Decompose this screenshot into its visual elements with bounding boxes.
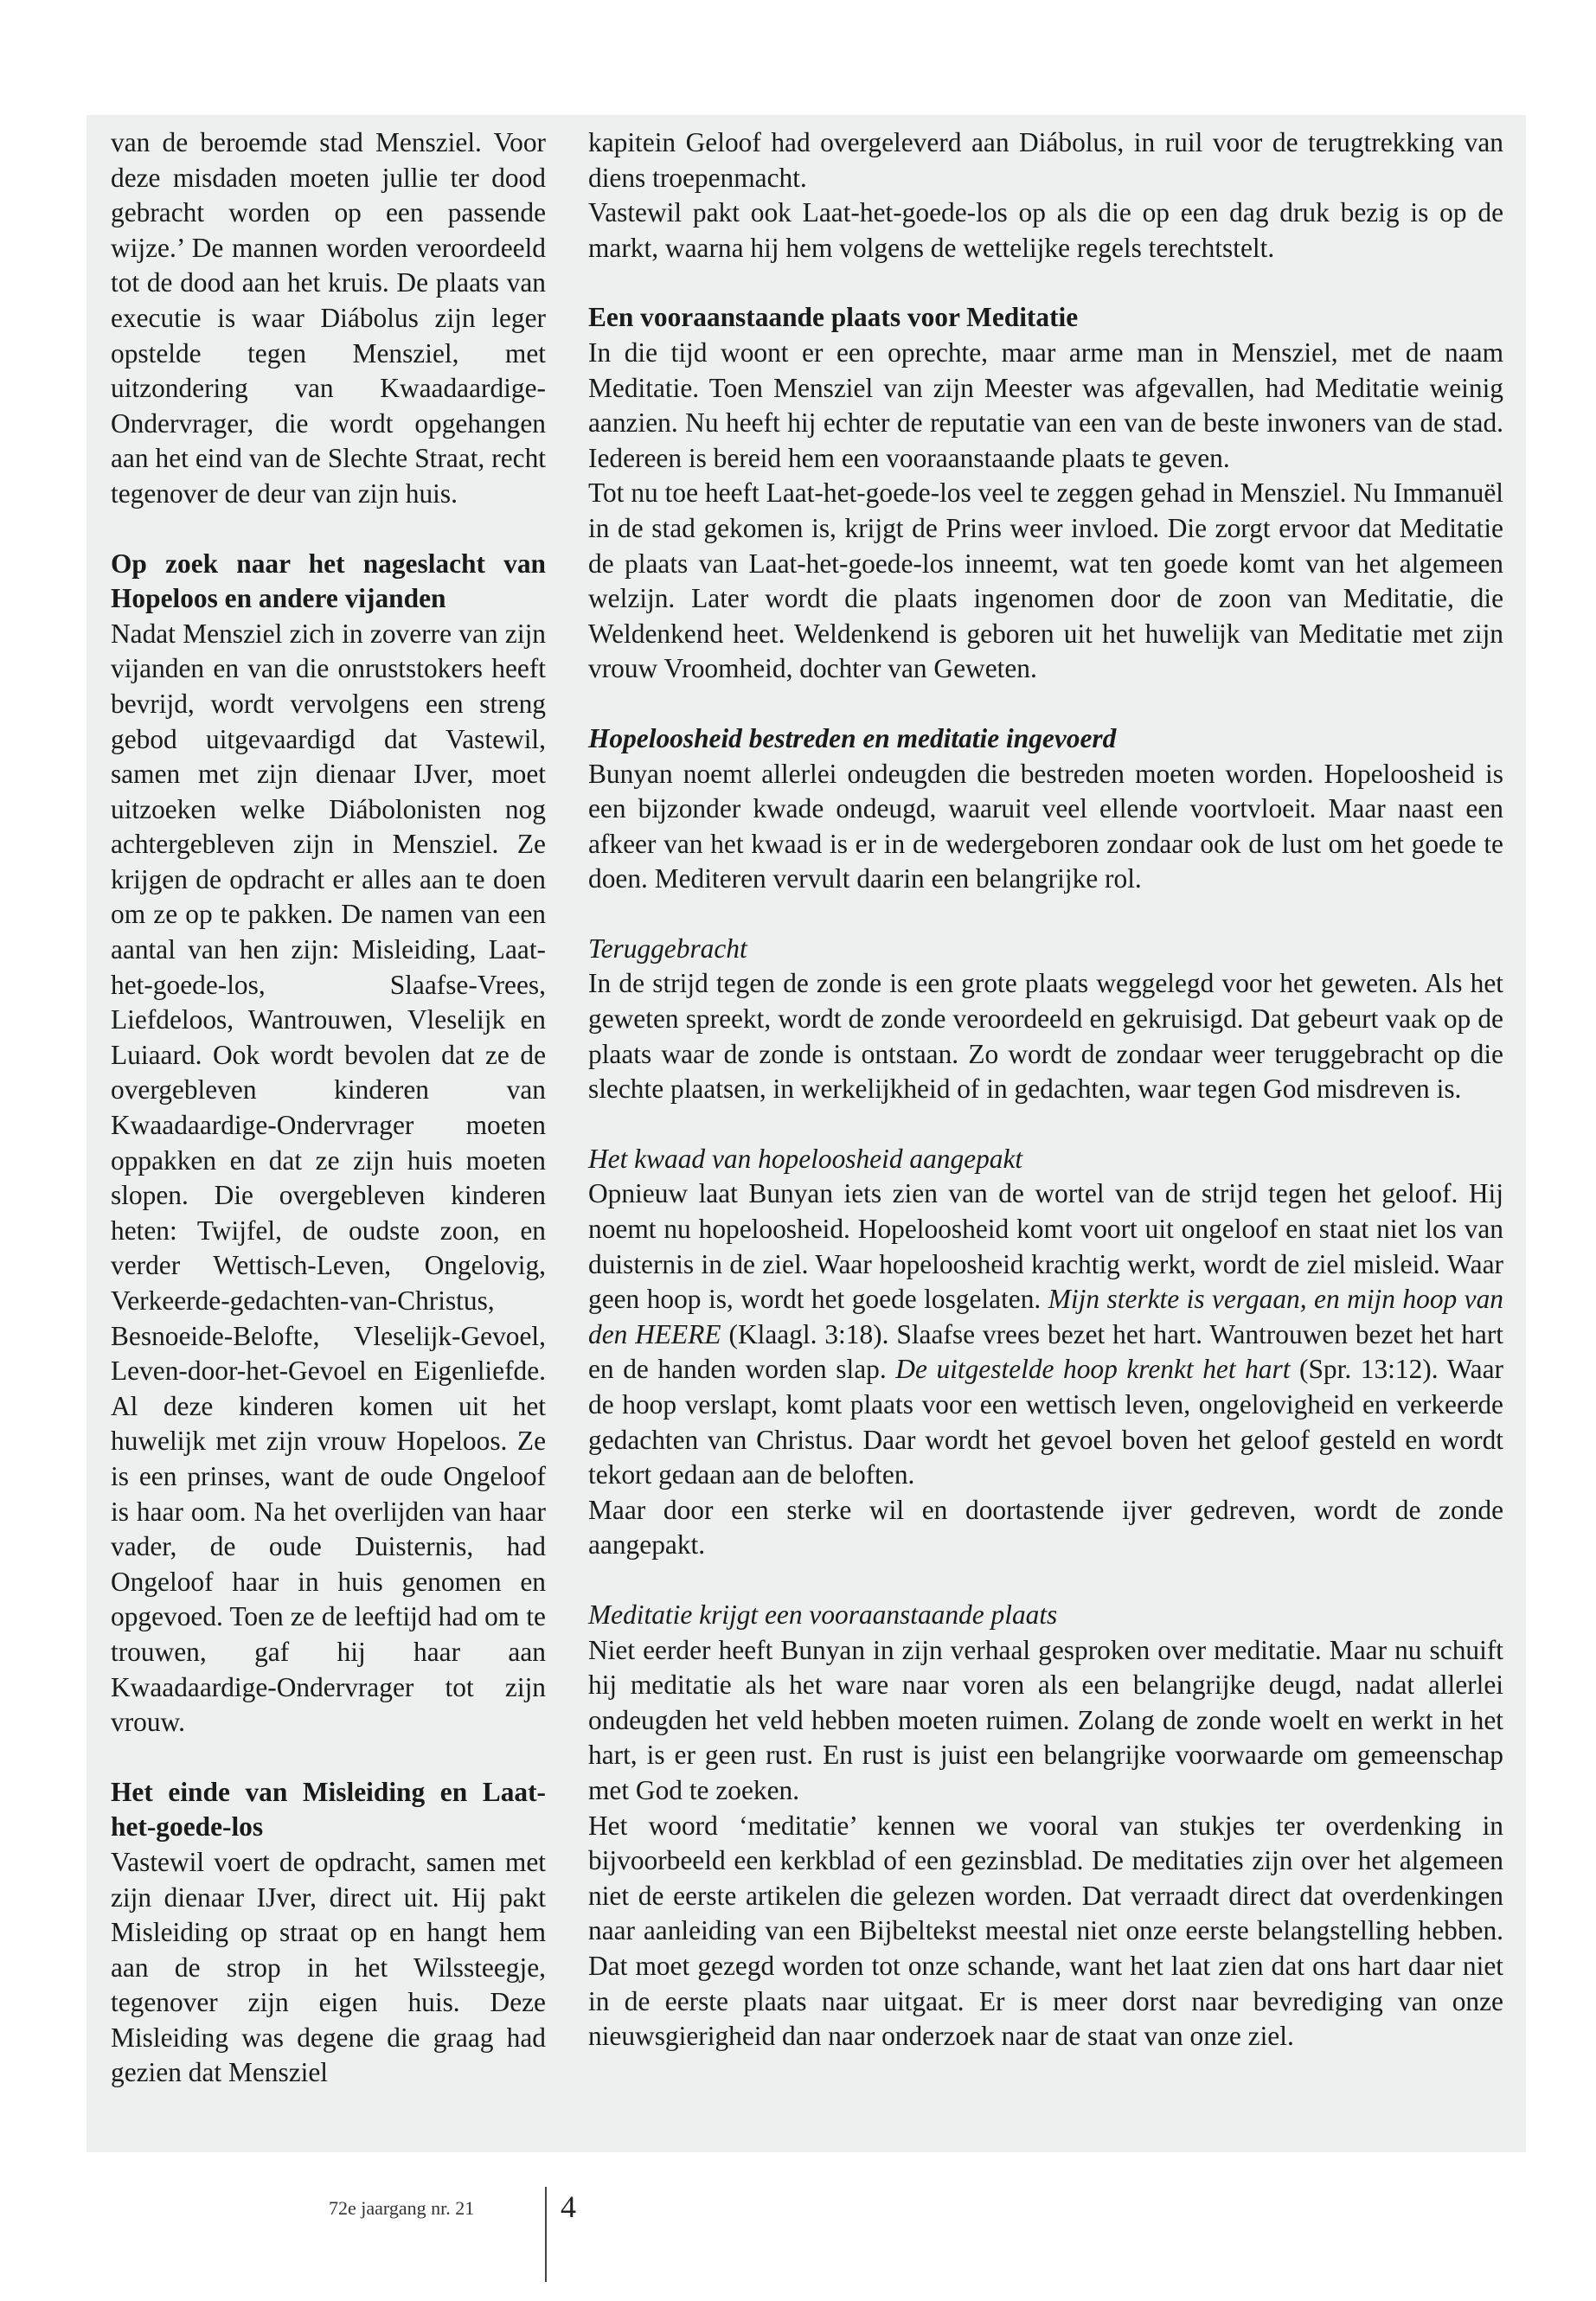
paragraph: Tot nu toe heeft Laat-het-goede-los veel te zeggen gehad in Mensziel. Nu Immanuël in de stad gekomen is, krijgt de Prins weer invloed. Die zorgt ervoor dat Meditatie de plaats van Laat-het-goede-los inneemt, wat ten goede komt van het algemeen welzijn. Later wordt die plaats ingenomen door de zoon van Meditatie, die Weldenkend heet. Weldenkend is geboren uit het huwelijk van Meditatie met zijn vrouw Vroomheid, dochter van Geweten. (588, 478, 1503, 684)
section-heading: Op zoek naar het nageslacht van Hopeloos en andere vijanden (111, 548, 546, 614)
paragraph: Niet eerder heeft Bunyan in zijn verhaal gesproken over meditatie. Maar nu schuift hij meditatie als het ware naar voren als een belangrijke deugd, nadat allerlei ondeugden het veld hebben moeten ruimen. Zolang de zonde woelt en werkt in het hart, is er geen rust. En rust is juist een belangrijke voorwaarde om gemeenschap met God te zoeken. (588, 1634, 1503, 1805)
bible-quote: De uitgestelde hoop krenkt het hart (895, 1354, 1291, 1385)
paragraph: Vastewil voert de opdracht, samen met zijn dienaar IJver, direct uit. Hij pakt Misleiding op straat op en hangt hem aan de strop in het Wilssteegje, tegenover zijn eigen huis. Deze Misleiding was degene die graag had gezien dat Mensziel (111, 1846, 546, 2088)
section-heading: Het einde van Misleiding en Laat-het-goede-los (111, 1776, 546, 1843)
text-run: (Spr. 13:12). Waar de hoop verslapt, komt plaats voor een wettisch leven, ongelovigheid en verkeerde gedachten van Christus. Daar wordt het gevoel boven het geloof gesteld en wordt tekort gedaan aan de beloften. (588, 1354, 1503, 1490)
footer-divider (545, 2187, 547, 2282)
issue-label: 72e jaargang nr. 21 (329, 2197, 475, 2219)
paragraph: Maar door een sterke wil en doortastende ijver gedreven, wordt de zonde aangepakt. (588, 1494, 1503, 1561)
subheading: Het kwaad van hopeloosheid aangepakt (588, 1143, 1023, 1174)
paragraph: Nadat Mensziel zich in zoverre van zijn vijanden en van die onruststokers heeft bevrijd, wordt vervolgens een streng gebod uitgevaardigd dat Vastewil, samen met zijn dienaar IJver, moet uitzoeken welke Diábolonisten nog achtergebleven zijn in Mensziel. Ze krijgen de opdracht er alles aan te doen om ze op te pakken. De namen van een aantal van hen zijn: Misleiding, Laat-het-goede-los, Slaafse-Vrees, Liefdeloos, Wantrouwen, Vleselijk en Luiaard. Ook wordt bevolen dat ze de overgebleven kinderen van Kwaadaardige-Ondervrager moeten oppakken en dat ze zijn huis moeten slopen. Die overgebleven kinderen heten: Twijfel, de oudste zoon, en verder Wettisch-Leven, Ongelovig, Verkeerde-gedachten-van-Christus, Besnoeide-Belofte, Vleselijk-Gevoel, Leven-door-het-Gevoel en Eigenliefde. Al deze kinderen komen uit het huwelijk met zijn vrouw Hopeloos. Ze is een prinses, want de oude Ongeloof is haar oom. Na het overlijden van haar vader, de oude Duisternis, had Ongeloof haar in huis genomen en opgevoed. Toen ze de leeftijd had om te trouwen, gaf hij haar aan Kwaadaardige-Ondervrager tot zijn vrouw. (111, 618, 546, 1738)
paragraph: Bunyan noemt allerlei ondeugden die bestreden moeten worden. Hopeloosheid is een bijzonder kwade ondeugd, waaruit veel ellende voortvloeit. Maar naast een afkeer van het kwaad is er in de wedergeboren zondaar ook de lust om het goede te doen. Mediteren vervult daarin een belangrijke rol. (588, 758, 1503, 894)
page-number: 4 (561, 2189, 576, 2224)
paragraph: In die tijd woont er een oprechte, maar arme man in Mensziel, met de naam Meditatie. Toen Mensziel van zijn Meester was afgevallen, had Meditatie weinig aanzien. Nu heeft hij echter de reputatie van een van de beste inwoners van de stad. Iedereen is bereid hem een vooraanstaande plaats te geven. (588, 336, 1503, 473)
text-run: Opnieuw laat Bunyan iets zien van de wortel van de strijd tegen het geloof. Hij noemt nu hopeloosheid. Hopeloosheid komt voort uit ongeloof en staat niet los van duisternis in de ziel. Waar hopeloosheid krachtig werkt, wordt de ziel misleid. Waar geen hoop is, wordt het goede losgelaten. (588, 1178, 1503, 1315)
paragraph (588, 1176, 1503, 1492)
text-run: (Klaagl. 3:18). Slaafse vrees bezet het hart. Wantrouwen bezet het hart en de handen worden slap. (588, 1318, 1503, 1385)
left-column (111, 125, 546, 2091)
section-heading: Hopeloosheid bestreden en meditatie ingevoerd (588, 722, 1117, 753)
right-column (588, 125, 1503, 2054)
paragraph: Het woord ‘meditatie’ kennen we vooral van stukjes ter overdenking in bijvoorbeeld een kerkblad of een gezinsblad. De meditaties zijn over het algemeen niet de eerste artikelen die gelezen worden. Dat verraadt direct dat overdenkingen naar aanleiding van een Bijbeltekst meestal niet onze eerste belangstelling hebben. Dat moet gezegd worden tot onze schande, want het laat zien dat ons hart daar niet in de eerste plaats naar uitgaat. Er is meer dorst naar bevrediging van onze nieuwsgierigheid dan naar onderzoek naar de staat van onze ziel. (588, 1810, 1503, 2052)
paragraph: van de beroemde stad Mensziel. Voor deze misdaden moeten jullie ter dood gebracht worden op een passende wijze.’ De mannen worden veroordeeld tot de dood aan het kruis. De plaats van executie is waar Diábolus zijn leger opstelde tegen Mensziel, met uitzondering van Kwaadaardige-Ondervrager, die wordt opgehangen aan het eind van de Slechte Straat, recht tegenover de deur van zijn huis. (111, 127, 546, 509)
paragraph: In de strijd tegen de zonde is een grote plaats weggelegd voor het geweten. Als het geweten spreekt, wordt de zonde veroordeeld en gekruisigd. Dat gebeurt vaak op de plaats waar de zonde is ontstaan. Zo wordt de zondaar weer teruggebracht op die slechte plaatsen, in werkelijkheid of in gedachten, waar tegen God misdreven is. (588, 968, 1503, 1105)
paragraph: kapitein Geloof had overgeleverd aan Diábolus, in ruil voor de terugtrekking van diens troepenmacht. (588, 127, 1503, 193)
section-heading: Een vooraanstaande plaats voor Meditatie (588, 302, 1079, 333)
subheading: Meditatie krijgt een vooraanstaande plaats (588, 1599, 1058, 1630)
subheading: Teruggebracht (588, 933, 747, 964)
bible-quote: Mijn sterkte is vergaan, en mijn hoop van den HEERE (588, 1284, 1504, 1349)
paragraph: Vastewil pakt ook Laat-het-goede-los op als die op een dag druk bezig is op de markt, waarna hij hem volgens de wettelijke regels terechtstelt. (588, 197, 1503, 263)
